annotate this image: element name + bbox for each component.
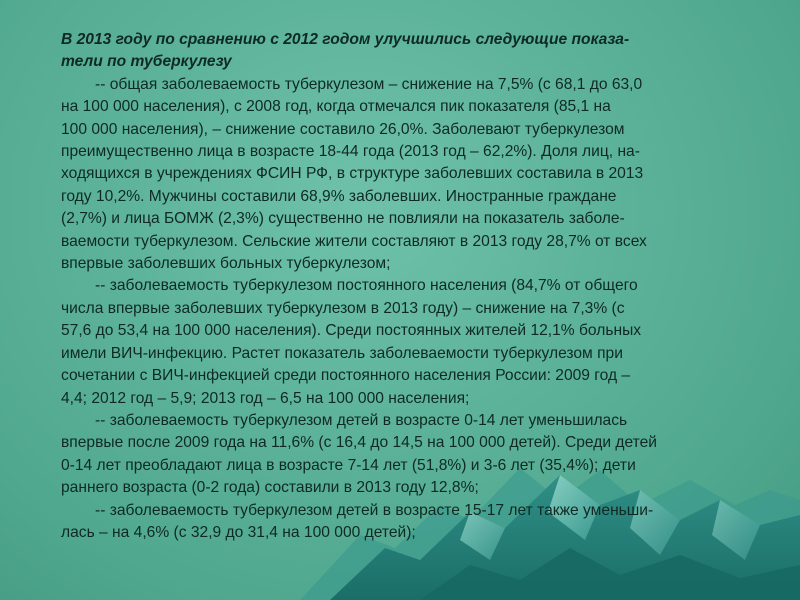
body-line: 4,4; 2012 год – 5,9; 2013 год – 6,5 на 100 000 населения;: [61, 389, 470, 407]
body-line: -- общая заболеваемость туберкулезом – снижение на 7,5% (с 68,1 до 63,0: [95, 75, 643, 93]
heading-line: В 2013 году по сравнению с 2012 годом улучшились следующие показа-: [61, 31, 630, 48]
body-line: числа впервые заболевших туберкулезом в 2013 году) – снижение на 7,3% (с: [61, 299, 625, 317]
body-line: ходящихся в учреждениях ФСИН РФ, в структуре заболевших составила в 2013: [61, 165, 644, 183]
body-line: -- заболеваемость туберкулезом детей в возрасте 15-17 лет также уменьши-: [95, 501, 654, 519]
body-line: -- заболеваемость туберкулезом детей в возрасте 0-14 лет уменьшилась: [95, 411, 628, 429]
body-line: 57,6 до 53,4 на 100 000 населения). Среди постоянных жителей 12,1% больных: [61, 322, 642, 340]
heading-line: тели по туберкулезу: [61, 53, 232, 71]
body-line: (2,7%) и лица БОМЖ (2,3%) существенно не повлияли на показатель заболе-: [61, 210, 625, 228]
body-line: сочетании с ВИЧ-инфекцией среди постоянного населения России: 2009 год –: [61, 367, 631, 385]
body-line: имели ВИЧ-инфекцию. Растет показатель заболеваемости туберкулезом при: [61, 344, 623, 362]
slide-heading: [61, 29, 721, 74]
body-line: на 100 000 населения), с 2008 год, когда отмечался пик показателя (85,1 на: [61, 98, 611, 116]
body-line: 100 000 населения), – снижение составило 26,0%. Заболевают туберкулезом: [61, 120, 625, 138]
body-line: впервые после 2009 года на 11,6% (с 16,4 до 14,5 на 100 000 детей). Среди детей: [61, 434, 657, 452]
body-line: -- заболеваемость туберкулезом постоянного населения (84,7% от общего: [95, 277, 638, 295]
slide-text: [61, 29, 721, 544]
body-line: преимущественно лица в возрасте 18-44 года (2013 год – 62,2%). Доля лиц, на-: [61, 143, 640, 161]
body-line: лась – на 4,6% (с 32,9 до 31,4 на 100 000 детей);: [61, 523, 416, 541]
slide-body: [61, 74, 721, 545]
body-line: ваемости туберкулезом. Сельские жители составляют в 2013 году 28,7% от всех: [61, 232, 647, 250]
body-line: 0-14 лет преобладают лица в возрасте 7-14 лет (51,8%) и 3-6 лет (35,4%); дети: [61, 456, 636, 474]
body-line: впервые заболевших больных туберкулезом;: [61, 255, 391, 273]
body-line: раннего возраста (0-2 года) составили в 2013 году 12,8%;: [61, 479, 479, 497]
body-line: году 10,2%. Мужчины составили 68,9% заболевших. Иностранные граждане: [61, 187, 617, 205]
